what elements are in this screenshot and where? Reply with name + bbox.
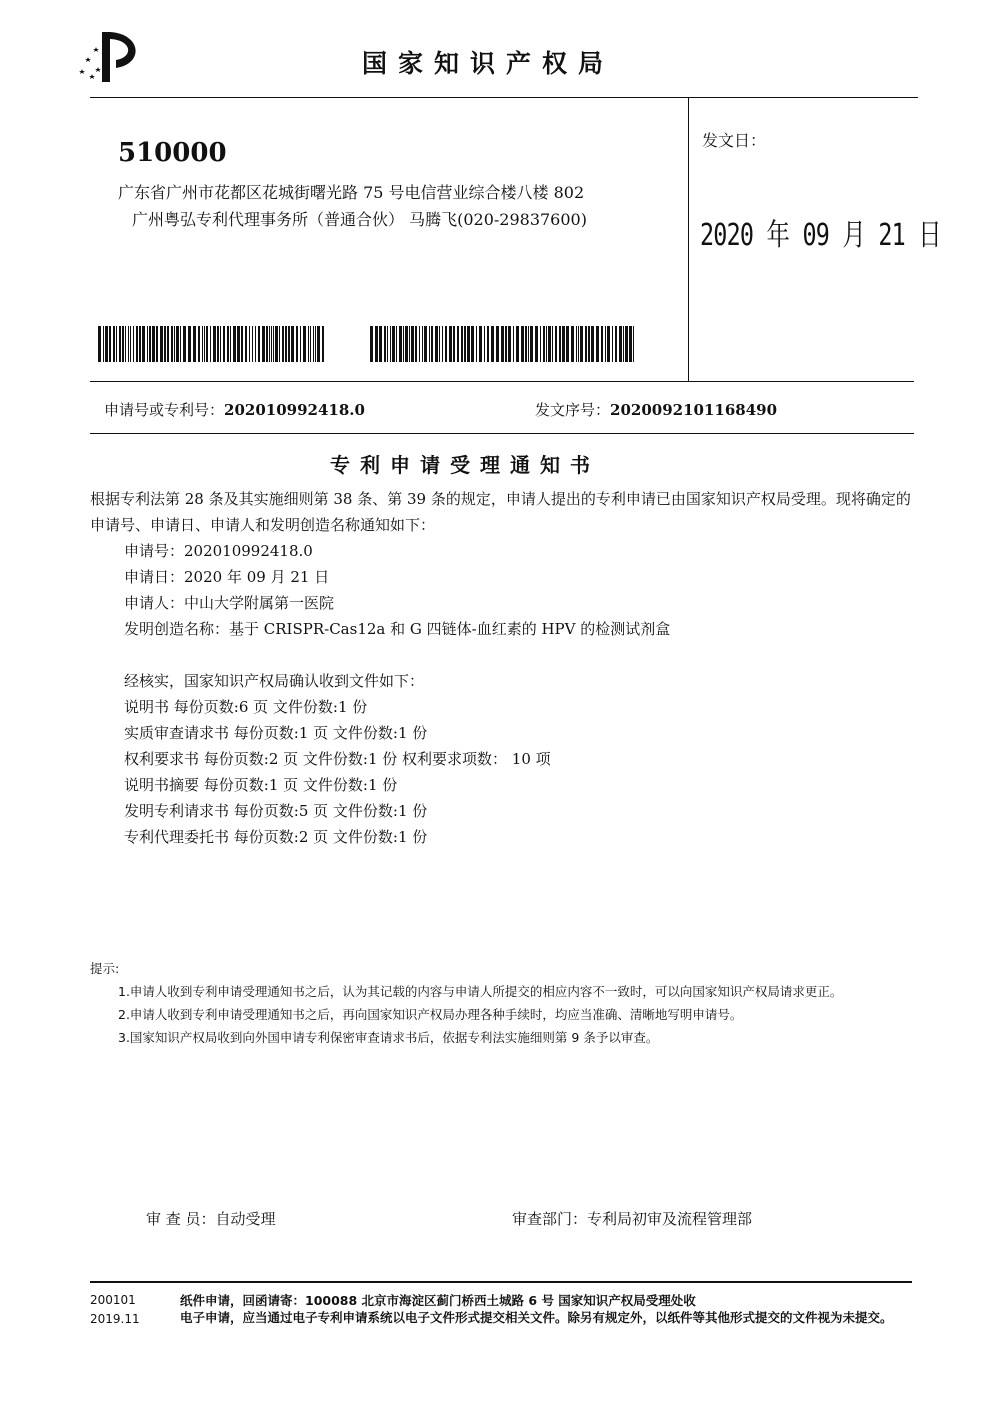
file-item: 发明专利请求书 每份页数:5 页 文件份数:1 份 — [124, 802, 428, 820]
barcode-right — [370, 326, 636, 362]
file-item: 说明书 每份页数:6 页 文件份数:1 份 — [124, 698, 368, 716]
send-date-value: 2020 年 09 月 21 日 — [700, 218, 941, 253]
form-code: 200101 — [90, 1293, 136, 1307]
date-column-divider — [688, 97, 689, 381]
recipient-address: 广东省广州市花都区花城街曙光路 75 号电信营业综合楼八楼 802 — [118, 183, 585, 202]
serial-number-value: 2020092101168490 — [610, 401, 778, 419]
tip-item: 3.国家知识产权局收到向外国申请专利保密审查请求书后，依据专利法实施细则第 9 条予以审查。 — [118, 1030, 659, 1045]
footer-line-electronic: 电子申请，应当通过电子专利申请系统以电子文件形式提交相关文件。除另有规定外，以纸件等其他形式提交的文件视为未提交。 — [180, 1310, 893, 1325]
notice-intro: 根据专利法第 28 条及其实施细则第 38 条、第 39 条的规定，申请人提出的专利申请已由国家知识产权局受理。现将确定的申请号、申请日、申请人和发明创造名称通知如下： — [90, 490, 911, 534]
tip-item: 2.申请人收到专利申请受理通知书之后，再向国家知识产权局办理各种手续时，均应当准确、清晰地写明申请号。 — [118, 1007, 743, 1022]
serial-number — [535, 399, 777, 420]
notice-invention: 发明创造名称：基于 CRISPR-Cas12a 和 G 四链体-血红素的 HPV 的检测试剂盒 — [124, 620, 671, 638]
send-date-label: 发文日： — [702, 131, 767, 150]
notice-app-date: 申请日：2020 年 09 月 21 日 — [124, 568, 330, 586]
header-divider — [90, 97, 918, 98]
form-version: 2019.11 — [90, 1312, 140, 1326]
recipient-agent: 广州粤弘专利代理事务所（普通合伙） 马腾飞(020-29837600) — [132, 210, 587, 229]
agency-name: 国家知识产权局 — [362, 49, 615, 78]
tips-title: 提示: — [90, 961, 120, 976]
notice-app-no: 申请号：202010992418.0 — [124, 542, 313, 560]
footer-line-paper: 纸件申请，回函请寄：100088 北京市海淀区蓟门桥西土城路 6 号 国家知识产权局受理处收 — [180, 1293, 696, 1308]
address-block-divider — [90, 381, 914, 382]
department: 审查部门：专利局初审及流程管理部 — [512, 1210, 753, 1228]
application-number — [104, 399, 365, 420]
application-number-label: 申请号或专利号： — [104, 401, 225, 419]
barcode-left — [98, 326, 324, 362]
cnipa-logo-icon — [72, 24, 148, 86]
serial-number-label: 发文序号： — [535, 401, 611, 419]
tips-section — [90, 957, 922, 1049]
postcode: 510000 — [118, 138, 227, 168]
file-item: 实质审查请求书 每份页数:1 页 文件份数:1 份 — [124, 724, 428, 742]
notice-title: 专利申请受理通知书 — [330, 453, 600, 477]
footer-notes — [180, 1292, 920, 1326]
examiner: 审 查 员：自动受理 — [146, 1210, 276, 1228]
file-item: 说明书摘要 每份页数:1 页 文件份数:1 份 — [124, 776, 398, 794]
notice-applicant: 申请人：中山大学附属第一医院 — [124, 594, 335, 612]
application-number-value: 202010992418.0 — [224, 401, 365, 419]
notice-body — [90, 486, 922, 850]
file-item: 权利要求书 每份页数:2 页 文件份数:1 份 权利要求项数： 10 项 — [124, 750, 551, 768]
notice-confirm: 经核实，国家知识产权局确认收到文件如下： — [124, 672, 425, 690]
footer-divider — [90, 1281, 912, 1283]
tip-item: 1.申请人收到专利申请受理通知书之后，认为其记载的内容与申请人所提交的相应内容不一致时，可以向国家知识产权局请求更正。 — [118, 984, 843, 999]
numbers-divider — [90, 433, 914, 434]
file-item: 专利代理委托书 每份页数:2 页 文件份数:1 份 — [124, 828, 428, 846]
